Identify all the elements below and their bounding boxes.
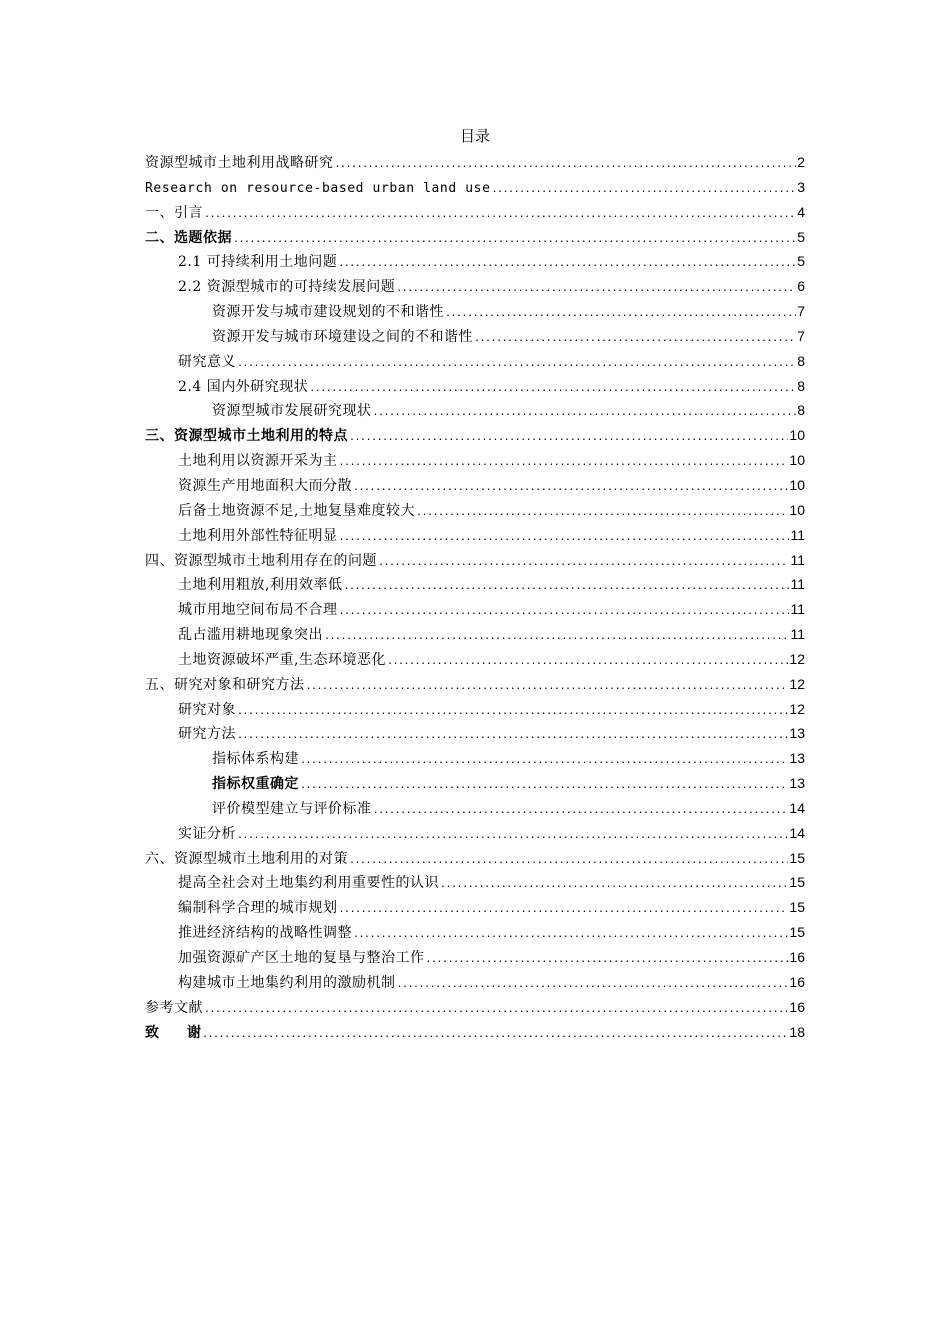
toc-entry-label: 编制科学合理的城市规划	[178, 900, 338, 917]
leader-dots	[440, 873, 788, 898]
toc-entry-label: 提高全社会对土地集约利用重要性的认识	[178, 875, 439, 892]
toc-page-number: 11	[790, 551, 805, 568]
leader-dots	[338, 252, 796, 277]
toc-entry-label: 城市用地空间布局不合理	[178, 602, 338, 619]
toc-page-number: 14	[789, 824, 805, 841]
toc-entry-label: 构建城市土地集约利用的激励机制	[178, 974, 396, 991]
toc-entry-label: 推进经济结构的战略性调整	[178, 925, 352, 942]
toc-entry-label: 资源生产用地面积大而分散	[178, 477, 352, 494]
toc-page-number: 13	[789, 725, 805, 742]
toc-page-number: 11	[790, 576, 805, 593]
toc-entry-label: 加强资源矿产区土地的复垦与整治工作	[178, 950, 425, 966]
toc-entry[interactable]	[145, 697, 805, 722]
toc-entry[interactable]	[145, 746, 805, 771]
toc-entry-label: 指标权重确定	[212, 776, 299, 793]
toc-entry-label: 后备土地资源不足,土地复垦难度较大	[178, 502, 415, 519]
toc-entry[interactable]	[145, 523, 805, 548]
toc-entry[interactable]	[145, 374, 805, 399]
toc-page-number: 14	[789, 799, 805, 816]
toc-page-number: 16	[789, 973, 805, 990]
leader-dots	[335, 153, 797, 178]
leader-dots	[396, 277, 796, 302]
toc-entry-label: 2.1 可持续利用土地问题	[178, 254, 338, 271]
toc-entry[interactable]	[145, 274, 805, 299]
toc-entry[interactable]	[145, 995, 805, 1020]
leader-dots	[300, 774, 788, 799]
leader-dots	[306, 675, 789, 700]
toc-page-number: 7	[797, 327, 805, 344]
toc-entry[interactable]	[145, 622, 805, 647]
toc-entry-label: 研究意义	[178, 353, 236, 370]
toc-page-number: 11	[790, 626, 805, 643]
leader-dots	[378, 551, 789, 576]
toc-page-number: 2	[797, 154, 805, 170]
leader-dots	[339, 526, 790, 551]
toc-page-number: 13	[789, 775, 805, 792]
toc-entry-label: 2.2 资源型城市的可持续发展问题	[178, 279, 396, 296]
toc-entry[interactable]	[145, 821, 805, 846]
leader-dots	[237, 824, 788, 849]
leader-dots	[353, 923, 788, 948]
leader-dots	[445, 302, 796, 327]
leader-dots	[426, 948, 789, 973]
toc-entry-label: 资源开发与城市环境建设之间的不和谐性	[212, 328, 473, 345]
leader-dots	[373, 401, 797, 426]
toc-page-number: 8	[797, 352, 805, 369]
toc-page-number: 4	[797, 203, 805, 220]
toc-entry[interactable]	[145, 423, 805, 448]
toc-page-number: 10	[789, 452, 805, 469]
toc-page-number: 10	[789, 501, 805, 518]
leader-dots	[204, 998, 788, 1023]
toc-entry[interactable]	[145, 721, 805, 746]
toc-entry[interactable]	[145, 150, 805, 175]
toc-page-number: 13	[789, 750, 805, 767]
toc-entry[interactable]	[145, 572, 805, 597]
toc-page-number: 3	[797, 178, 805, 195]
toc-entry-label: 五、研究对象和研究方法	[145, 676, 305, 693]
toc-entry-label: 土地利用外部性特征明显	[178, 527, 338, 544]
toc-page-number: 16	[789, 949, 805, 965]
toc-page-number: 5	[797, 228, 805, 245]
toc-entry-label: 土地利用粗放,利用效率低	[178, 577, 343, 594]
toc-entry[interactable]	[145, 945, 805, 970]
toc-entry-label: 二、选题依据	[145, 229, 232, 246]
leader-dots	[324, 625, 789, 650]
toc-entry-label: 指标体系构建	[212, 751, 299, 768]
leader-dots	[397, 973, 789, 998]
toc-entry[interactable]	[145, 548, 805, 573]
toc-entry[interactable]	[145, 349, 805, 374]
toc-entry[interactable]	[145, 870, 805, 895]
toc-page-number: 15	[789, 899, 805, 916]
toc-page-number: 6	[797, 278, 805, 295]
leader-dots	[492, 178, 797, 203]
toc-page-number: 15	[789, 849, 805, 866]
toc-entry-label: 土地资源破坏严重,生态环境恶化	[178, 651, 386, 668]
leader-dots	[233, 228, 796, 253]
toc-entry[interactable]	[145, 846, 805, 871]
toc-page-number: 12	[789, 675, 805, 692]
toc-entry-label: 乱占滥用耕地现象突出	[178, 627, 323, 644]
toc-entry[interactable]	[145, 398, 805, 423]
leader-dots	[339, 600, 790, 625]
toc-entry-label: 实证分析	[178, 825, 236, 842]
toc-entry-label: 一、引言	[145, 204, 203, 221]
leader-dots	[416, 501, 788, 526]
toc-entry-label: 土地利用以资源开采为主	[178, 453, 338, 470]
toc-entry[interactable]	[145, 249, 805, 274]
toc-entry[interactable]	[145, 895, 805, 920]
leader-dots	[474, 327, 796, 352]
toc-page-number: 7	[797, 303, 805, 320]
toc-entry-label: 资源开发与城市建设规划的不和谐性	[212, 304, 444, 321]
toc-entry[interactable]	[145, 597, 805, 622]
toc-entry[interactable]	[145, 796, 805, 821]
toc-page-number: 16	[789, 998, 805, 1015]
toc-page-number: 5	[797, 253, 805, 270]
toc-entry[interactable]	[145, 1020, 805, 1045]
toc-page-number: 10	[789, 476, 805, 493]
toc-entry[interactable]	[145, 225, 805, 250]
leader-dots	[353, 476, 788, 501]
toc-entry-label: 资源型城市发展研究现状	[212, 403, 372, 420]
toc-entry[interactable]	[145, 498, 805, 523]
leader-dots	[237, 700, 788, 725]
toc-page-number: 15	[789, 874, 805, 891]
toc-entry[interactable]	[145, 175, 805, 200]
toc-entry[interactable]	[145, 200, 805, 225]
table-of-contents	[145, 150, 805, 1044]
toc-entry[interactable]	[145, 672, 805, 697]
leader-dots	[237, 352, 796, 377]
toc-entry-label: 2.4 国内外研究现状	[178, 378, 309, 395]
leader-dots	[309, 377, 796, 402]
toc-entry[interactable]	[145, 970, 805, 995]
toc-entry-label: 参考文献	[145, 999, 203, 1016]
toc-entry-label: 六、资源型城市土地利用的对策	[145, 850, 348, 867]
leader-dots	[343, 575, 789, 600]
leader-dots	[237, 724, 788, 749]
leader-dots	[349, 849, 788, 874]
leader-dots	[349, 426, 788, 451]
leader-dots	[387, 650, 788, 675]
toc-entry-label: 研究对象	[178, 701, 236, 718]
toc-title: 目录	[459, 127, 490, 145]
leader-dots	[339, 898, 789, 923]
toc-entry-label: 四、资源型城市土地利用存在的问题	[145, 552, 377, 569]
toc-entry-label: 三、资源型城市土地利用的特点	[145, 428, 348, 445]
toc-page-number: 10	[789, 427, 805, 444]
toc-entry-label: 资源型城市土地利用战略研究	[145, 155, 334, 171]
toc-entry[interactable]	[145, 647, 805, 672]
toc-entry-label: 致 谢	[145, 1024, 201, 1041]
toc-page-number: 12	[789, 700, 805, 717]
leader-dots	[339, 451, 789, 476]
leader-dots	[300, 749, 788, 774]
toc-entry-label: Research on resource-based urban land use	[145, 180, 491, 196]
toc-entry[interactable]	[145, 299, 805, 324]
toc-entry-label: 研究方法	[178, 726, 236, 743]
toc-entry[interactable]	[145, 448, 805, 473]
toc-entry[interactable]	[145, 473, 805, 498]
toc-page-number: 11	[790, 601, 805, 618]
toc-entry-label: 评价模型建立与评价标准	[212, 800, 372, 817]
toc-page-number: 12	[789, 650, 805, 667]
toc-page-number: 18	[789, 1023, 805, 1040]
leader-dots	[202, 1023, 788, 1048]
toc-entry[interactable]	[145, 324, 805, 349]
toc-page-number: 11	[790, 526, 805, 543]
toc-entry[interactable]	[145, 920, 805, 945]
toc-entry[interactable]	[145, 771, 805, 796]
leader-dots	[373, 799, 789, 824]
toc-page-number: 15	[789, 924, 805, 941]
toc-page-number: 8	[797, 402, 805, 419]
toc-page-number: 8	[797, 377, 805, 394]
leader-dots	[204, 203, 796, 228]
